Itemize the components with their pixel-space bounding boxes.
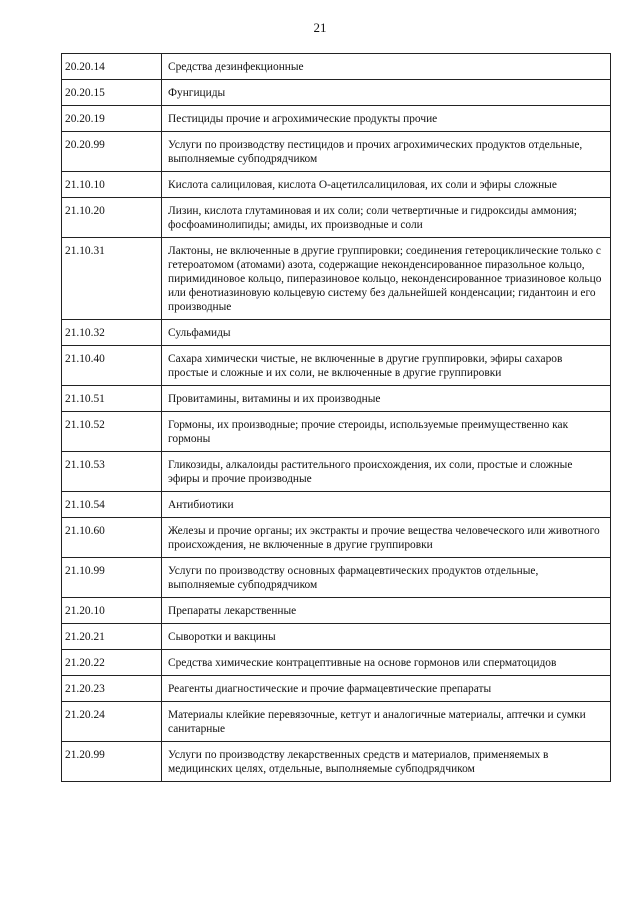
table-row bbox=[62, 106, 611, 132]
description-cell: Фунгициды bbox=[162, 80, 611, 106]
table-row bbox=[62, 80, 611, 106]
code-cell: 21.20.10 bbox=[62, 598, 162, 624]
table-row bbox=[62, 558, 611, 598]
code-cell: 21.10.52 bbox=[62, 412, 162, 452]
description-cell: Кислота салициловая, кислота О-ацетилсалициловая, их соли и эфиры сложные bbox=[162, 172, 611, 198]
description-cell: Сахара химически чистые, не включенные в другие группировки, эфиры сахаров простые и сложные и их соли, не включенные в другие группировки bbox=[162, 346, 611, 386]
code-cell: 21.20.23 bbox=[62, 676, 162, 702]
description-cell: Материалы клейкие перевязочные, кетгут и аналогичные материалы, аптечки и сумки санитарные bbox=[162, 702, 611, 742]
code-cell: 21.20.22 bbox=[62, 650, 162, 676]
code-cell: 21.10.31 bbox=[62, 238, 162, 320]
table-body bbox=[62, 54, 611, 782]
classification-table bbox=[61, 53, 611, 782]
table-row bbox=[62, 676, 611, 702]
code-cell: 21.10.54 bbox=[62, 492, 162, 518]
table-row bbox=[62, 346, 611, 386]
table-row bbox=[62, 238, 611, 320]
table-row bbox=[62, 598, 611, 624]
code-cell: 21.20.99 bbox=[62, 742, 162, 782]
table-row bbox=[62, 650, 611, 676]
table-row bbox=[62, 132, 611, 172]
description-cell: Антибиотики bbox=[162, 492, 611, 518]
table-row bbox=[62, 412, 611, 452]
table-row bbox=[62, 624, 611, 650]
description-cell: Средства химические контрацептивные на основе гормонов или сперматоцидов bbox=[162, 650, 611, 676]
code-cell: 21.10.60 bbox=[62, 518, 162, 558]
page-number: 21 bbox=[313, 20, 327, 35]
description-cell: Услуги по производству лекарственных средств и материалов, применяемых в медицинских целях, отдельные, выполняемые субподрядчиком bbox=[162, 742, 611, 782]
code-cell: 20.20.99 bbox=[62, 132, 162, 172]
table-row bbox=[62, 742, 611, 782]
code-cell: 21.10.32 bbox=[62, 320, 162, 346]
code-cell: 21.10.99 bbox=[62, 558, 162, 598]
code-cell: 21.20.24 bbox=[62, 702, 162, 742]
code-cell: 21.10.40 bbox=[62, 346, 162, 386]
description-cell: Реагенты диагностические и прочие фармацевтические препараты bbox=[162, 676, 611, 702]
code-cell: 21.10.20 bbox=[62, 198, 162, 238]
description-cell: Препараты лекарственные bbox=[162, 598, 611, 624]
code-cell: 21.10.51 bbox=[62, 386, 162, 412]
code-cell: 21.20.21 bbox=[62, 624, 162, 650]
description-cell: Гормоны, их производные; прочие стероиды, используемые преимущественно как гормоны bbox=[162, 412, 611, 452]
table-row bbox=[62, 198, 611, 238]
description-cell: Гликозиды, алкалоиды растительного происхождения, их соли, простые и сложные эфиры и прочие производные bbox=[162, 452, 611, 492]
code-cell: 20.20.19 bbox=[62, 106, 162, 132]
table-row bbox=[62, 492, 611, 518]
table-row bbox=[62, 54, 611, 80]
table-row bbox=[62, 702, 611, 742]
description-cell: Сыворотки и вакцины bbox=[162, 624, 611, 650]
table-row bbox=[62, 172, 611, 198]
description-cell: Средства дезинфекционные bbox=[162, 54, 611, 80]
description-cell: Лактоны, не включенные в другие группировки; соединения гетероциклические только с гетероатомом (атомами) азота, содержащие неконденсированное пиразольное кольцо, пиримидиновое кольцо, пиперазиновое кольцо, неконденсированное триазиновое кольцо или фенотиазиновую кольцевую систему без дальнейшей конденсации; гидантоин и его производные bbox=[162, 238, 611, 320]
description-cell: Сульфамиды bbox=[162, 320, 611, 346]
description-cell: Провитамины, витамины и их производные bbox=[162, 386, 611, 412]
code-cell: 20.20.14 bbox=[62, 54, 162, 80]
description-cell: Лизин, кислота глутаминовая и их соли; соли четвертичные и гидроксиды аммония; фосфоаминолипиды; амиды, их производные и соли bbox=[162, 198, 611, 238]
table-row bbox=[62, 320, 611, 346]
table-row bbox=[62, 452, 611, 492]
code-cell: 20.20.15 bbox=[62, 80, 162, 106]
description-cell: Услуги по производству основных фармацевтических продуктов отдельные, выполняемые субподрядчиком bbox=[162, 558, 611, 598]
description-cell: Услуги по производству пестицидов и прочих агрохимических продуктов отдельные, выполняемые субподрядчиком bbox=[162, 132, 611, 172]
description-cell: Железы и прочие органы; их экстракты и прочие вещества человеческого или животного происхождения, не включенные в другие группировки bbox=[162, 518, 611, 558]
table-row bbox=[62, 386, 611, 412]
table-row bbox=[62, 518, 611, 558]
code-cell: 21.10.10 bbox=[62, 172, 162, 198]
code-cell: 21.10.53 bbox=[62, 452, 162, 492]
description-cell: Пестициды прочие и агрохимические продукты прочие bbox=[162, 106, 611, 132]
